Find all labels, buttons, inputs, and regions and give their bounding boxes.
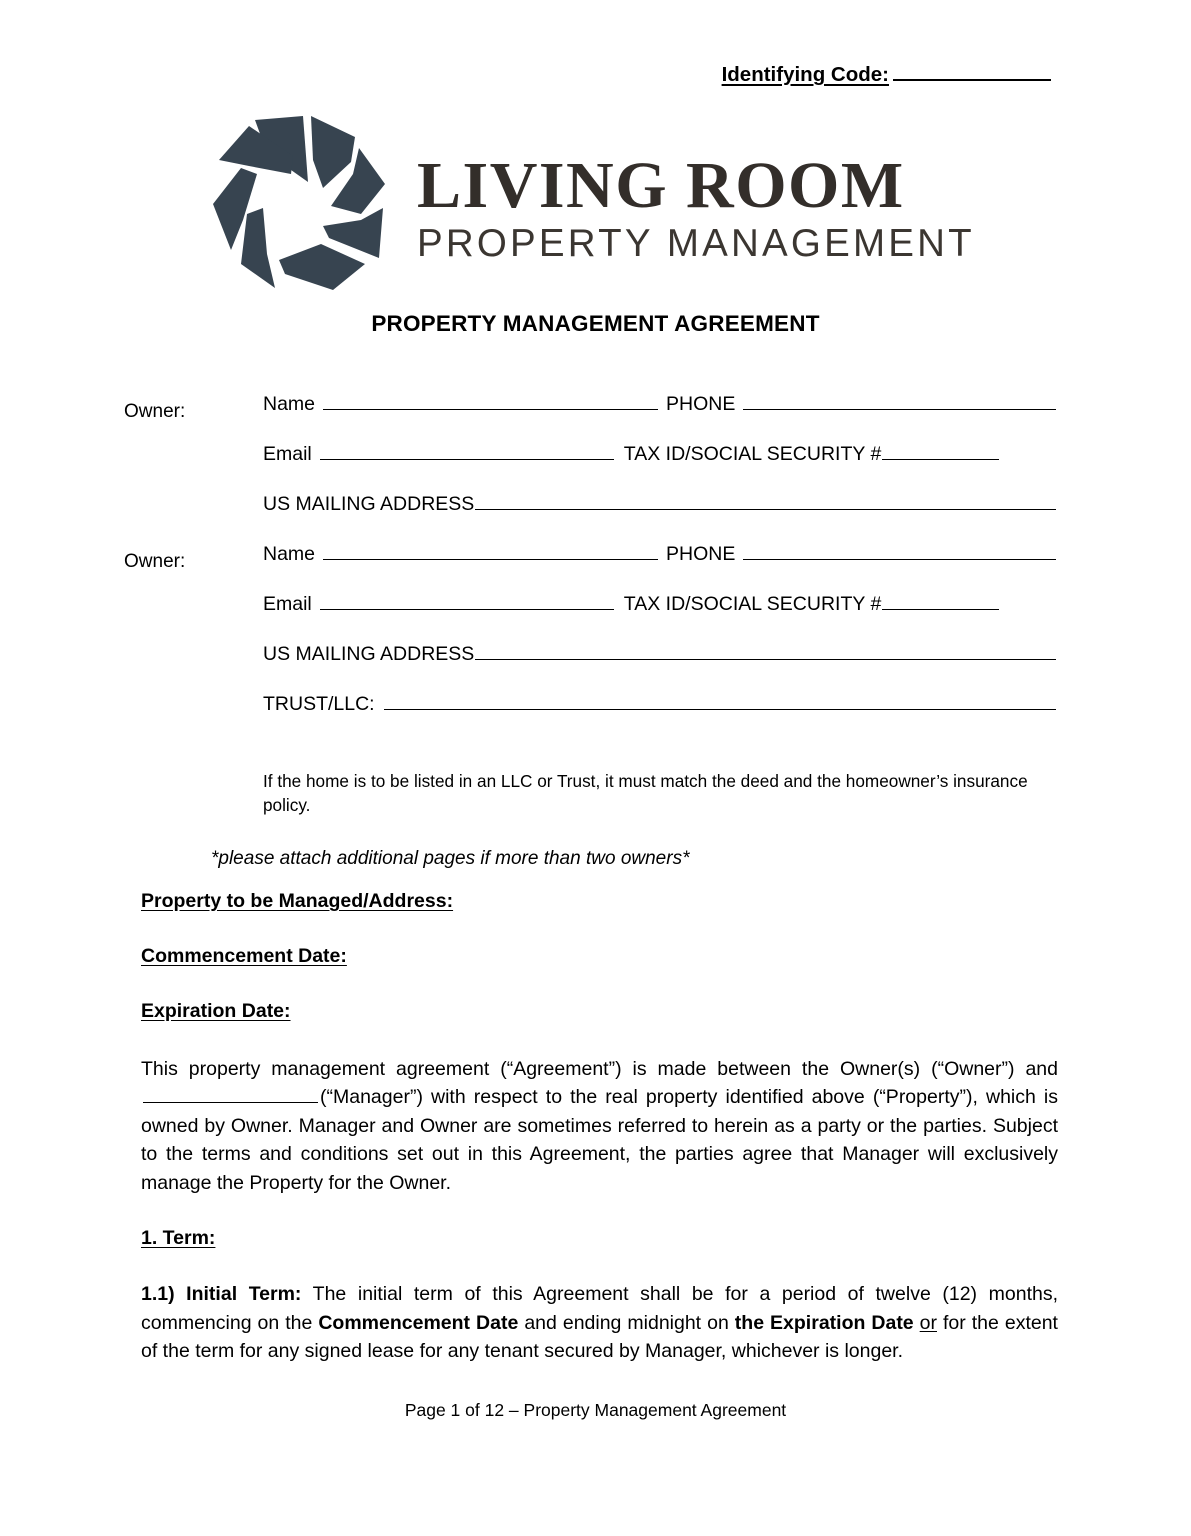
intro-text-part-1: This property management agreement (“Agreement”) is made between the Owner(s) (“Owner”) and: [141, 1058, 1058, 1080]
intro-text-part-2: (“Manager”) with respect to the real property identified above (“Property”), which is owned by Owner. Manager and Owner are sometimes referred to herein as a party or the parties. Subject to the terms and conditions set out in this Agreement, the parties agree that Manager will exclusively manage the Property for the Owner.: [141, 1086, 1058, 1194]
owner-2-email-row: [263, 593, 1058, 643]
owner-form: [124, 393, 1058, 870]
owner-2-tax-id-input[interactable]: [882, 594, 999, 610]
owner-fields-2: [263, 543, 1058, 743]
clause-1-1-underlined-or: or: [919, 1311, 937, 1334]
clause-1-1-bold-expiration-date: the Expiration Date: [734, 1311, 914, 1334]
mailing-address-label: US MAILING ADDRESS: [263, 643, 475, 665]
trust-llc-label: TRUST/LLC:: [263, 693, 375, 715]
owner-1-email-row: [263, 443, 1058, 493]
logo-wordmark: [417, 134, 975, 266]
identifying-code-label: Identifying Code:: [721, 63, 889, 86]
owner-1-address-row: [263, 493, 1058, 543]
heading-property-address: Property to be Managed/Address:: [141, 890, 454, 912]
clause-1-1-text-a: The initial term of this Agreement shall be for a period of twelve (12) months, commencing on the: [141, 1283, 1058, 1334]
clause-1-1-text-c: for the extent of the term for any signed lease for any tenant secured by Manager, whichever is longer.: [141, 1311, 1058, 1363]
clause-1-1-text-b: and ending midnight on: [524, 1311, 729, 1334]
name-label: Name: [263, 393, 316, 415]
owner-fields-1: [263, 393, 1058, 543]
trust-llc-input[interactable]: [384, 694, 1056, 710]
heading-expiration-date: Expiration Date:: [141, 1000, 291, 1022]
owner-1-phone-input[interactable]: [743, 394, 1056, 410]
attach-pages-note: *please attach additional pages if more than two owners*: [211, 847, 690, 869]
heading-section-1-term: 1. Term:: [141, 1227, 216, 1250]
owner-2-phone-input[interactable]: [743, 544, 1056, 560]
intro-paragraph: [141, 1055, 1058, 1197]
logo-primary-text: LIVING ROOM: [417, 149, 905, 223]
clause-1-1-bold-commencement-date: Commencement Date: [318, 1311, 519, 1334]
clause-1-1-initial-term: [141, 1280, 1058, 1365]
llc-trust-note: If the home is to be listed in an LLC or Trust, it must match the deed and the homeowner’s insurance policy.: [263, 771, 1028, 816]
logo-secondary-text: PROPERTY MANAGEMENT: [417, 221, 975, 265]
clause-1-1-label: 1.1) Initial Term:: [141, 1283, 302, 1306]
manager-name-input[interactable]: [143, 1088, 318, 1103]
aperture-pinwheel-logo-icon: [205, 104, 395, 296]
owner-block-2: [124, 543, 1058, 743]
identifying-code-blank[interactable]: [893, 62, 1051, 81]
owner-2-name-row: [263, 543, 1058, 593]
name-label: Name: [263, 543, 316, 565]
trust-llc-row: [263, 693, 1058, 743]
identifying-code-row: [0, 62, 1051, 87]
owner-1-tax-id-input[interactable]: [882, 444, 999, 460]
owner-label-2: Owner:: [124, 551, 186, 572]
heading-commencement-date: Commencement Date:: [141, 945, 347, 967]
owner-2-address-row: [263, 643, 1058, 693]
company-logo: [205, 104, 975, 296]
tax-id-label: TAX ID/SOCIAL SECURITY #: [623, 593, 882, 615]
tax-id-label: TAX ID/SOCIAL SECURITY #: [623, 443, 882, 465]
owner-2-email-input[interactable]: [320, 594, 614, 610]
phone-label: PHONE: [666, 543, 736, 565]
page-footer: Page 1 of 12 – Property Management Agreement: [404, 1400, 787, 1420]
owner-label-1: Owner:: [124, 401, 186, 422]
owner-2-name-input[interactable]: [323, 544, 658, 560]
agreement-body: [141, 890, 1058, 1366]
phone-label: PHONE: [666, 393, 736, 415]
owner-1-email-input[interactable]: [320, 444, 614, 460]
page-title: PROPERTY MANAGEMENT AGREEMENT: [371, 311, 820, 336]
owner-1-name-input[interactable]: [323, 394, 658, 410]
owner-1-name-row: [263, 393, 1058, 443]
owner-2-address-input[interactable]: [475, 644, 1056, 660]
email-label: Email: [263, 443, 312, 465]
owner-1-address-input[interactable]: [475, 494, 1056, 510]
email-label: Email: [263, 593, 312, 615]
owner-block-1: [124, 393, 1058, 543]
mailing-address-label: US MAILING ADDRESS: [263, 493, 475, 515]
